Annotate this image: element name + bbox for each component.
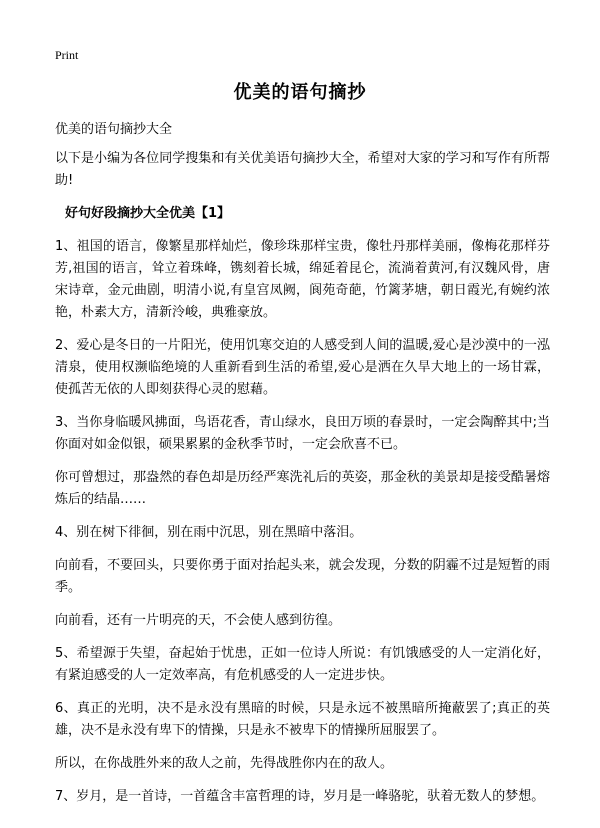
intro-paragraph: 以下是小编为各位同学搜集和有关优美语句摘抄大全，希望对大家的学习和写作有所帮助! — [55, 151, 550, 188]
print-link[interactable]: Print — [55, 48, 79, 62]
paragraph: 向前看，不要回头，只要你勇于面对抬起头来，就会发现，分数的阴霾不过是短暂的雨季。 — [55, 558, 550, 595]
section-heading: 好句好段摘抄大全优美【1】 — [65, 206, 231, 221]
paragraph: 你可曾想过，那盎然的春色却是历经严寒洗礼后的英姿，那金秋的美景却是接受酷暑熔炼后的结晶…… — [55, 470, 550, 507]
page-title: 优美的语句摘抄 — [233, 82, 367, 103]
paragraph: 7、岁月，是一首诗，一首蕴含丰富哲理的诗，岁月是一峰骆驼，驮着无数人的梦想。 — [55, 789, 545, 804]
paragraph: 1、祖国的语言，像繁星那样灿烂，像珍珠那样宝贵，像牡丹那样美丽，像梅花那样芬芳,祖国的语言，耸立着珠峰，镌刻着长城，绵延着昆仑，流淌着黄河,有汉魏风骨，唐宋诗章，金元曲剧，明清小说,有皇宫凤阙，阆苑奇葩，竹篱茅塘，朝日霞光,有婉约浓艳，朴素大方，清新泠峻，典雅豪放。 — [55, 239, 550, 320]
paragraph: 4、别在树下徘徊，别在雨中沉思，别在黑暗中落泪。 — [55, 525, 363, 540]
paragraph: 5、希望源于失望，奋起始于忧患，正如一位诗人所说：有饥饿感受的人一定消化好，有紧迫感受的人一定效率高，有危机感受的人一定进步快。 — [55, 646, 550, 683]
paragraph: 2、爱心是冬日的一片阳光，使用饥寒交迫的人感受到人间的温暖,爱心是沙漠中的一泓清泉，使用权濒临绝境的人重新看到生活的希望,爱心是洒在久旱大地上的一场甘霖，使孤苦无依的人即刻获得心灵的慰藉。 — [55, 338, 550, 397]
article-subtitle: 优美的语句摘抄大全 — [55, 122, 173, 137]
paragraph: 6、真正的光明，决不是永没有黑暗的时候，只是永远不被黑暗所掩蔽罢了;真正的英雄，决不是永没有卑下的情操，只是永不被卑下的情操所屈服罢了。 — [55, 701, 550, 738]
paragraph: 向前看，还有一片明亮的天，不会使人感到彷徨。 — [55, 613, 342, 628]
article-body — [55, 148, 550, 819]
paragraph: 所以，在你战胜外来的敌人之前，先得战胜你内在的敌人。 — [55, 756, 394, 771]
paragraph: 3、当你身临暖风拂面，鸟语花香，青山绿水，良田万顷的春景时，一定会陶醉其中;当你面对如金似银，硕果累累的金秋季节时，一定会欣喜不已。 — [55, 415, 550, 452]
